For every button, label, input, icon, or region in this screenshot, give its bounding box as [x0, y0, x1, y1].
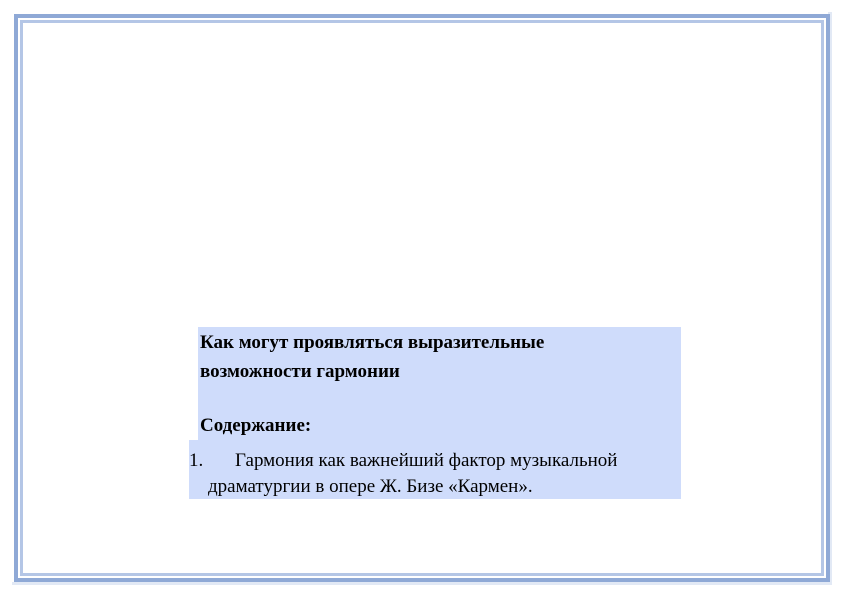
- contents-heading: Содержание:: [200, 415, 312, 436]
- list-item-text-line-1: Гармония как важнейший фактор музыкальной: [235, 450, 618, 471]
- document-title: Как могут проявляться выразительные возможности гармонии: [200, 332, 545, 382]
- frame-shadow-bottom: [12, 582, 832, 585]
- list-item-number: 1.: [189, 450, 204, 471]
- list-item-text-line-2: драматургии в опере Ж. Бизе «Кармен».: [208, 476, 533, 497]
